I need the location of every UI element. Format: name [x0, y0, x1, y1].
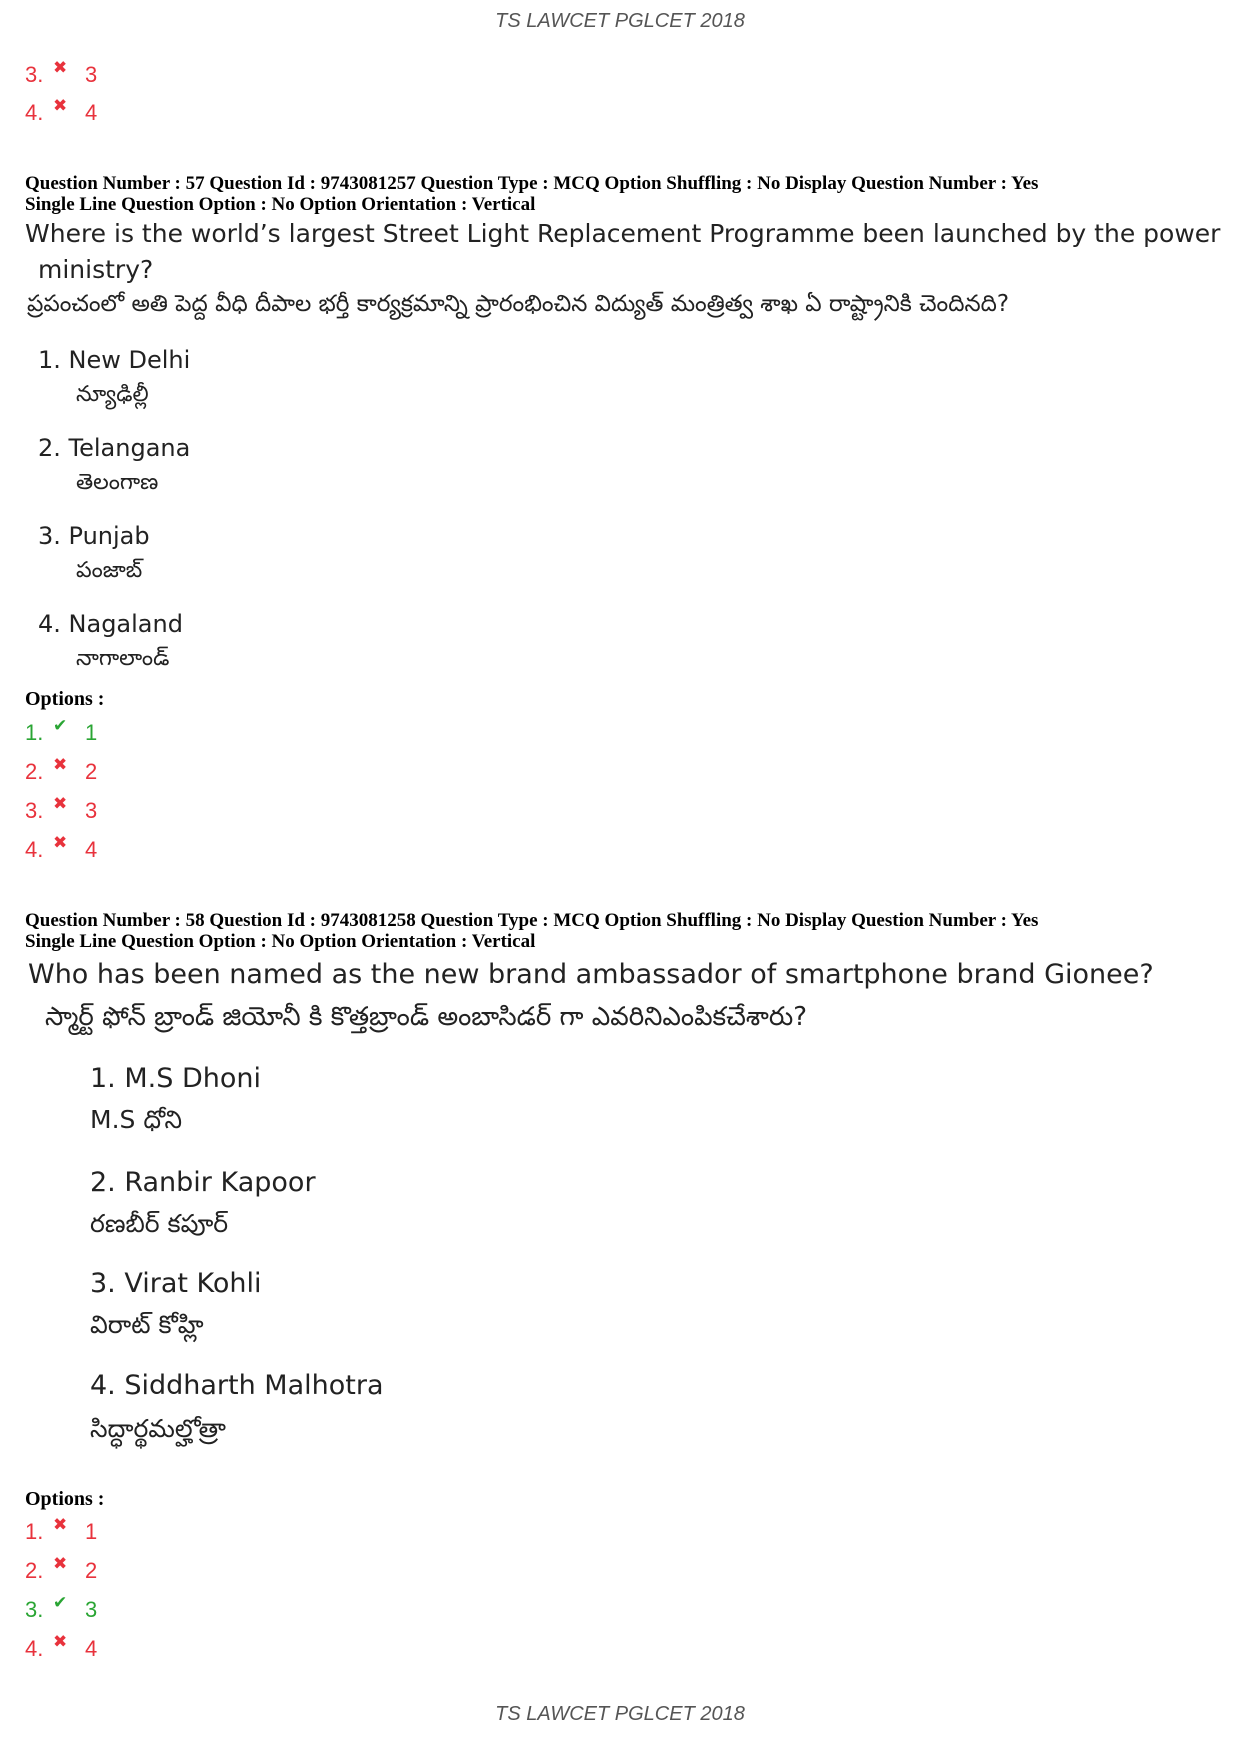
- question-text-en: Where is the world’s largest Street Light Replacement Programme been launched by the power: [25, 219, 1221, 248]
- cross-icon: ✖: [53, 1515, 68, 1534]
- option-value: 1: [85, 1519, 98, 1544]
- cross-icon: ✖: [53, 794, 68, 813]
- option-value: 4: [85, 100, 98, 125]
- options-label: Options :: [25, 1488, 105, 1510]
- option-row: [25, 60, 97, 90]
- choice-te: సిద్ధార్థమల్హోత్రా: [90, 1414, 226, 1443]
- choice-en: 4. Siddharth Malhotra: [90, 1370, 384, 1401]
- option-row: [25, 1634, 97, 1664]
- choice-en: 1. M.S Dhoni: [90, 1063, 261, 1094]
- cross-icon: ✖: [53, 58, 68, 77]
- option-row: [25, 757, 97, 787]
- option-value: 2: [85, 759, 98, 784]
- option-row: [25, 98, 97, 128]
- option-number: 3.: [25, 1597, 44, 1622]
- option-number: 1.: [25, 1519, 44, 1544]
- question-text-en-cont: ministry?: [38, 255, 154, 284]
- cross-icon: ✖: [53, 833, 68, 852]
- option-value: 3: [85, 1597, 98, 1622]
- choice-te: న్యూఢిల్లీ: [76, 382, 149, 407]
- page-footer: TS LAWCET PGLCET 2018: [495, 1703, 745, 1725]
- option-row: [25, 835, 97, 865]
- option-row: [25, 1556, 97, 1586]
- option-row: [25, 796, 97, 826]
- question-meta-line2: Single Line Question Option : No Option Orientation : Vertical: [25, 931, 536, 952]
- question-text-en: Who has been named as the new brand ambassador of smartphone brand Gionee?: [28, 959, 1154, 990]
- cross-icon: ✖: [53, 1632, 68, 1651]
- option-row: [25, 1595, 97, 1625]
- cross-icon: ✖: [53, 1554, 68, 1573]
- page-header: TS LAWCET PGLCET 2018: [495, 10, 745, 32]
- choice-te: తెలంగాణ: [76, 470, 159, 495]
- question-meta-line2: Single Line Question Option : No Option Orientation : Vertical: [25, 194, 536, 215]
- option-number: 3.: [25, 62, 44, 87]
- check-icon: ✔: [53, 716, 68, 735]
- choice-en: 4. Nagaland: [38, 610, 183, 638]
- options-label: Options :: [25, 688, 105, 710]
- cross-icon: ✖: [53, 755, 68, 774]
- option-value: 4: [85, 837, 98, 862]
- choice-te: పంజాబ్: [76, 558, 143, 583]
- question-meta-line1: Question Number : 57 Question Id : 9743081257 Question Type : MCQ Option Shuffling : No Display Question Number : Yes: [25, 173, 1039, 194]
- cross-icon: ✖: [53, 96, 68, 115]
- choice-en: 2. Telangana: [38, 434, 191, 462]
- option-value: 3: [85, 798, 98, 823]
- choice-te: రణబీర్ కపూర్: [90, 1209, 229, 1238]
- option-row: [25, 1517, 97, 1547]
- choice-te: నాగాలాండ్: [76, 646, 170, 671]
- option-number: 4.: [25, 1636, 44, 1661]
- choice-en: 1. New Delhi: [38, 346, 191, 374]
- choice-en: 3. Punjab: [38, 522, 150, 550]
- choice-te: విరాట్ కోహ్లి: [90, 1310, 204, 1339]
- option-value: 4: [85, 1636, 98, 1661]
- option-row: [25, 718, 97, 748]
- question-meta-line1: Question Number : 58 Question Id : 9743081258 Question Type : MCQ Option Shuffling : No Display Question Number : Yes: [25, 910, 1039, 931]
- option-number: 2.: [25, 759, 44, 784]
- choice-en: 2. Ranbir Kapoor: [90, 1167, 316, 1198]
- option-number: 3.: [25, 798, 44, 823]
- option-number: 1.: [25, 720, 44, 745]
- option-value: 2: [85, 1558, 98, 1583]
- choice-te: M.S ధోని: [90, 1105, 183, 1134]
- question-text-te: ప్రపంచంలో అతి పెద్ద వీధి దీపాల భర్తీ కార్యక్రమాన్ని ప్రారంభించిన విద్యుత్ మంత్రిత్వ శాఖ ఏ రాష్ట్రానికి చెందినది?: [27, 291, 1010, 317]
- check-icon: ✔: [53, 1593, 68, 1612]
- question-text-te: స్మార్ట్ ఫోన్ బ్రాండ్ జియోనీ కి కొత్తబ్రాండ్ అంబాసిడర్ గా ఎవరినిఎంపికచేశారు?: [45, 1002, 808, 1032]
- option-number: 4.: [25, 837, 44, 862]
- option-number: 2.: [25, 1558, 44, 1583]
- option-number: 4.: [25, 100, 44, 125]
- choice-en: 3. Virat Kohli: [90, 1268, 262, 1299]
- option-value: 3: [85, 62, 98, 87]
- option-value: 1: [85, 720, 98, 745]
